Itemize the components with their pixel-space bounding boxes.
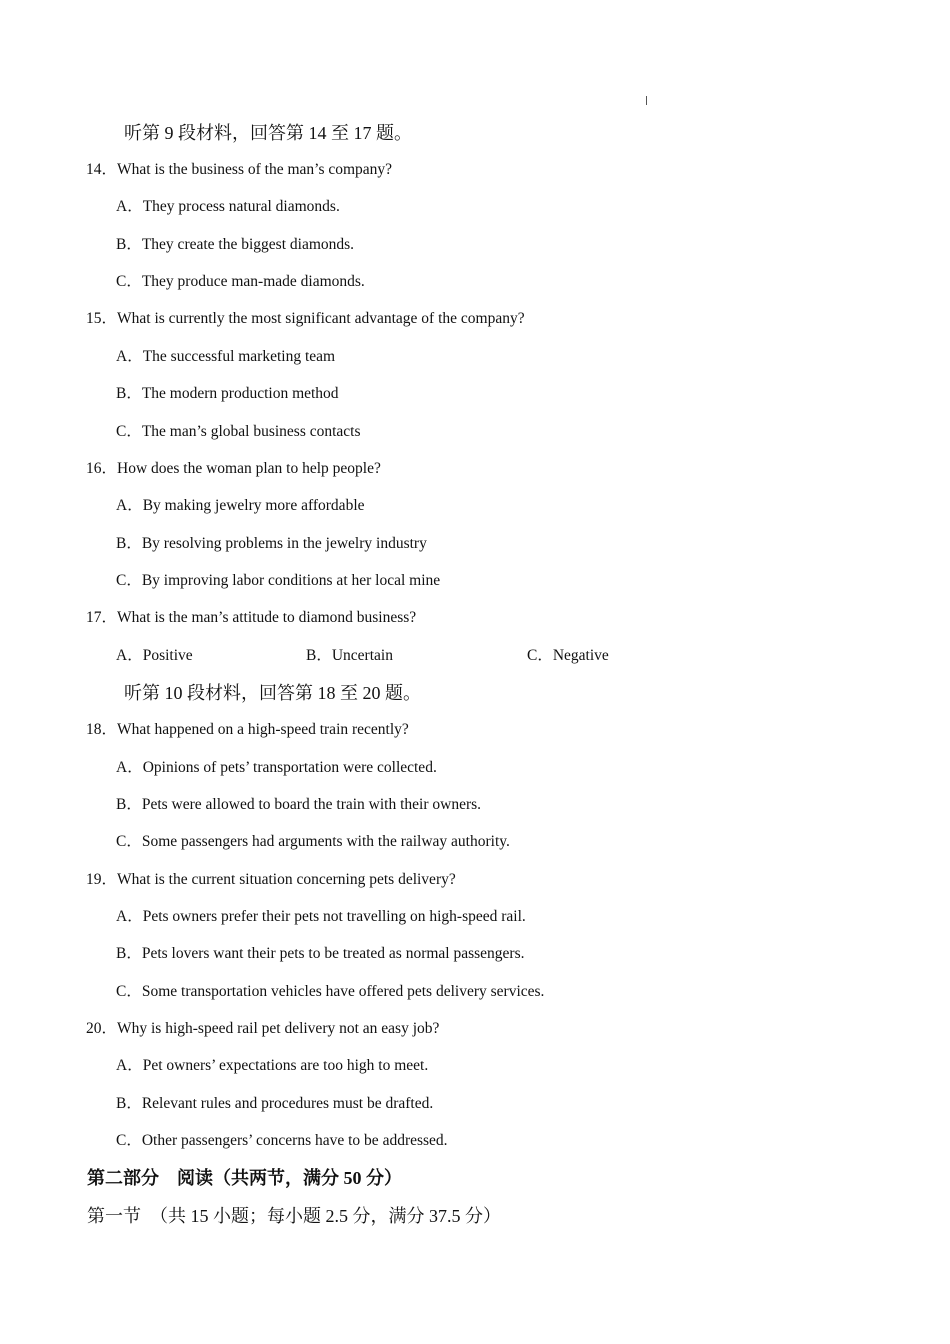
question-20: 20．Why is high-speed rail pet delivery not an easy job? [86,1020,440,1037]
question-15: 15．What is currently the most significant advantage of the company? [86,310,525,327]
section-title: 第一节 （共 15 小题；每小题 2.5 分，满分 37.5 分） [87,1206,501,1226]
section-intro-9: 听第 9 段材料，回答第 14 至 17 题。 [124,123,412,143]
question-15-option-b: B．The modern production method [116,385,339,402]
question-19: 19．What is the current situation concerning pets delivery? [86,871,456,888]
question-14: 14．What is the business of the man’s company? [86,161,393,178]
question-17: 17．What is the man’s attitude to diamond business? [86,609,417,626]
question-19-option-a: A．Pets owners prefer their pets not travelling on high-speed rail. [116,908,526,925]
question-19-option-c: C．Some transportation vehicles have offered pets delivery services. [116,983,545,1000]
question-16-option-c: C．By improving labor conditions at her local mine [116,572,441,589]
question-20-option-b: B．Relevant rules and procedures must be drafted. [116,1095,434,1112]
part-title: 第二部分 阅读（共两节，满分 50 分） [87,1168,402,1188]
question-14-option-b: B．They create the biggest diamonds. [116,236,355,253]
question-20-option-a: A．Pet owners’ expectations are too high to meet. [116,1057,429,1074]
page-mark [646,96,647,105]
question-16-option-b: B．By resolving problems in the jewelry industry [116,535,427,552]
question-16: 16．How does the woman plan to help people? [86,460,381,477]
question-17-option-c: C．Negative [527,647,609,664]
question-14-option-c: C．They produce man-made diamonds. [116,273,365,290]
question-19-option-b: B．Pets lovers want their pets to be treated as normal passengers. [116,945,525,962]
question-15-option-c: C．The man’s global business contacts [116,423,361,440]
question-18-option-c: C．Some passengers had arguments with the railway authority. [116,833,510,850]
question-17-option-a: A．Positive [116,647,193,664]
question-18-option-a: A．Opinions of pets’ transportation were collected. [116,759,437,776]
question-18-option-b: B．Pets were allowed to board the train with their owners. [116,796,482,813]
section-intro-10: 听第 10 段材料，回答第 18 至 20 题。 [124,683,421,703]
question-17-option-b: B．Uncertain [306,647,393,664]
question-14-option-a: A．They process natural diamonds. [116,198,340,215]
question-16-option-a: A．By making jewelry more affordable [116,497,365,514]
question-18: 18．What happened on a high-speed train recently? [86,721,409,738]
question-15-option-a: A．The successful marketing team [116,348,336,365]
question-20-option-c: C．Other passengers’ concerns have to be addressed. [116,1132,448,1149]
